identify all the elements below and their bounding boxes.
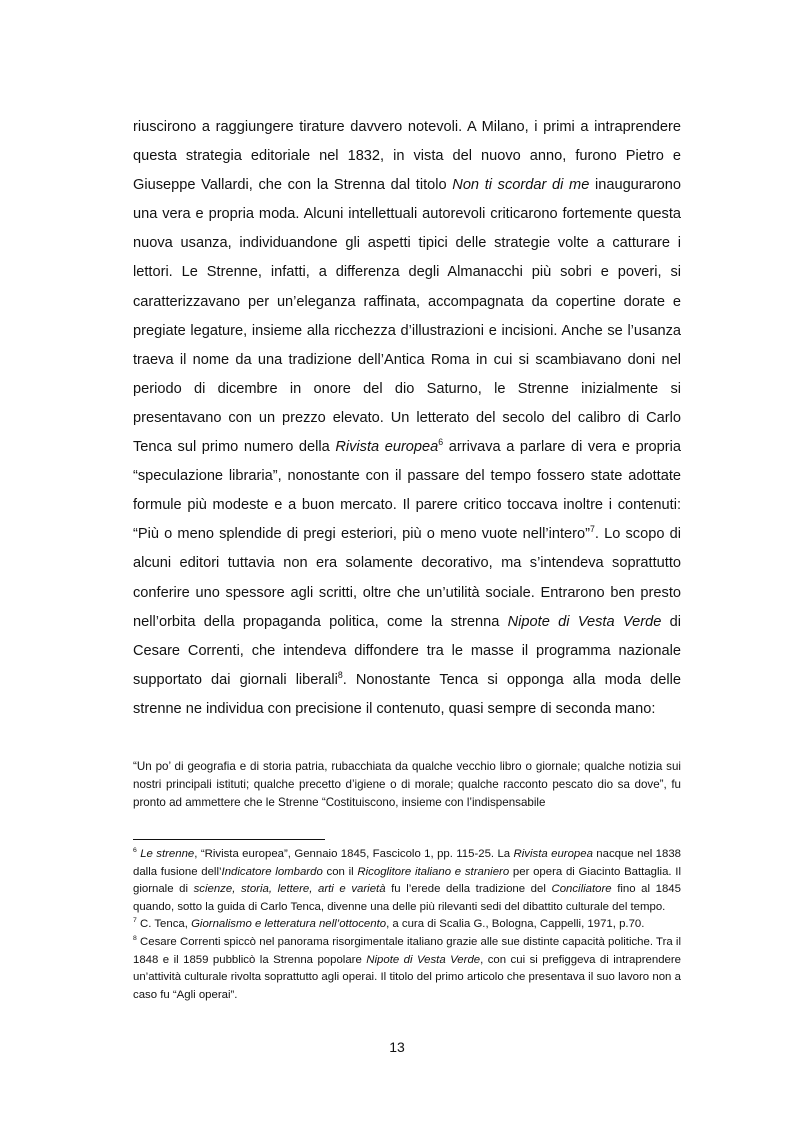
italic-text: Nipote di Vesta Verde (366, 953, 481, 966)
footnote-text: con il (322, 865, 358, 878)
italic-title: Nipote di Vesta Verde (507, 613, 662, 630)
italic-text: scienze, storia, lettere, arti e varietà (193, 883, 386, 896)
footnote-text: per opera di Giacinto Battaglia. Il giornale di (133, 865, 681, 896)
footnote-separator (133, 839, 325, 840)
italic-title: Non ti scordar di me (452, 177, 590, 194)
body-paragraph (133, 113, 681, 724)
footnote-text: Cesare Correnti spiccò nel panorama risorgimentale italiano grazie alle sue distinte capacità politiche. Tra il 1848 e il 1859 pubblicò la Strenna popolare (133, 935, 681, 966)
body-text-run: . Lo scopo di alcuni editori tuttavia non era solamente decorativo, ma s’intendeva soprattutto conferire uno spessore agli scritti, oltre che un’utilità sociale. Entrarono ben presto nell’orbita della propaganda politica, come la strenna (133, 526, 682, 630)
footnote-ref: 7 (589, 524, 595, 535)
block-quote: “Un po’ di geografia e di storia patria, rubacchiata da qualche vecchio libro o giornale; qualche notizia sui nostri principali istituti; qualche precetto d’igiene o di morale; qualche racconto pescato dio sa dove”, fu pronto ad ammettere che le Strenne “Costituiscono, insieme con l’indispensabile (133, 760, 681, 809)
footnotes (133, 846, 681, 1004)
page-number: 13 (389, 1039, 405, 1055)
footnote-text: nacque nel 1838 dalla fusione dell’ (133, 848, 682, 878)
footnote-number: 6 (133, 847, 137, 855)
footnote-text: fino al 1845 quando, sotto la guida di Carlo Tenca, divenne una delle più rilevanti sedi del dibattito culturale del tempo. (133, 883, 681, 913)
italic-text: Indicatore lombardo (221, 865, 323, 878)
italic-text: Rivista europea (513, 848, 593, 860)
footnote-ref: 6 (438, 437, 444, 448)
body-text-run: riuscirono a raggiungere tirature davvero notevoli. A Milano, i primi a intraprendere questa strategia editoriale nel 1832, in vista del nuovo anno, furono Pietro e Giuseppe Vallardi, che con la Strenna dal titolo (133, 119, 681, 194)
footnote-text: , a cura di Scalia G., Bologna, Cappelli, 1971, p.70. (386, 918, 645, 931)
footnote-7 (133, 916, 681, 934)
footnote-number: 7 (133, 917, 137, 925)
italic-text: Ricoglitore italiano e straniero (357, 865, 510, 878)
footnote-text: , con cui si prefiggeva di intraprendere un’attività culturale rivolta soprattutto agli operai. Il titolo del primo articolo che presentava il suo lavoro non a caso fu “Agli operai”. (133, 953, 681, 1001)
footnote-text: fu l’erede della tradizione del (385, 883, 552, 896)
footnote-text: C. Tenca, (136, 918, 192, 931)
italic-text: Le strenne (140, 848, 195, 860)
footnote-6 (133, 846, 681, 916)
body-text-run: arrivava a parlare di vera e propria “speculazione libraria”, nonostante con il passare del tempo fossero state adottate formule più modeste e a buon mercato. Il parere critico toccava inoltre i contenuti: “Più o meno splendide di pregi esteriori, più o meno vuote nell’intero” (133, 439, 681, 543)
body-text-run: . Nonostante Tenca si opponga alla moda delle strenne ne individua con precisione il contenuto, quasi sempre di seconda mano: (133, 671, 681, 717)
footnote-text: , “Rivista europea”, Gennaio 1845, Fascicolo 1, pp. 115-25. La (194, 848, 514, 860)
footnote-number: 8 (133, 935, 137, 943)
body-text-run: inaugurarono una vera e propria moda. Alcuni intellettuali autorevoli criticarono fortemente questa nuova usanza, individuandone gli aspetti tipici delle strategie volte a catturare i lettori. Le Strenne, infatti, a differenza degli Almanacchi più sobri e poveri, si caratterizzavano per un’eleganza raffinata, accompagnata da copertine dorate e pregiate legature, insieme alla ricchezza d’illustrazioni e incisioni. Anche se l’usanza traeva il nome da una tradizione dell’Antica Roma in cui si scambiavano doni nel periodo di dicembre in onore del dio Saturno, le Strenne inizialmente si presentavano con un prezzo elevato. Un letterato del secolo del calibro di Carlo Tenca sul primo numero della (133, 177, 681, 456)
italic-title: Rivista europea (335, 439, 439, 456)
italic-text: Giornalismo e letteratura nell’ottocento (191, 918, 387, 931)
footnote-ref: 8 (337, 669, 343, 680)
footnote-8 (133, 934, 681, 1004)
italic-text: Conciliatore (551, 883, 612, 896)
body-text-run: di Cesare Correnti, che intendeva diffondere tra le masse il programma nazionale supportato dai giornali liberali (133, 613, 682, 688)
